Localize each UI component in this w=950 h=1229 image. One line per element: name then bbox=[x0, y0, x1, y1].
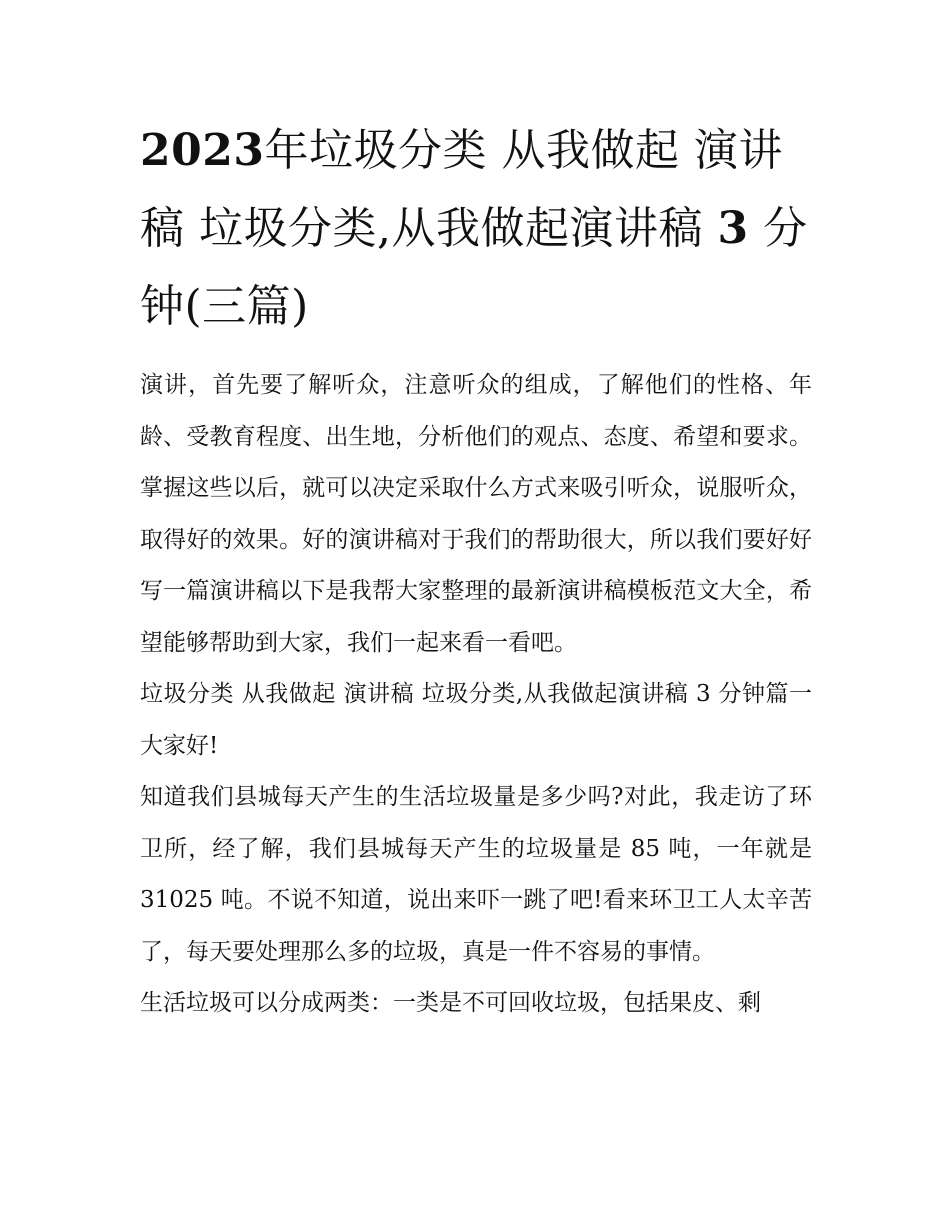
body-paragraph: 生活垃圾可以分成两类：一类是不可回收垃圾，包括果皮、剩 bbox=[140, 990, 761, 1016]
document-page bbox=[140, 112, 812, 1030]
title-middle: 年垃圾分类 从我做起 演讲稿 垃圾分类,从我做起演讲稿 bbox=[140, 125, 783, 254]
intro-paragraph: 演讲，首先要了解听众，注意听众的组成，了解他们的性格、年龄、受教育程度、出生地，分析他们的观点、态度、希望和要求。掌握这些以后，就可以决定采取什么方式来吸引听众，说服听众，取得好的效果。好的演讲稿对于我们的帮助很大，所以我们要好好写一篇演讲稿以下是我帮大家整理的最新演讲稿模板范文大全，希望能够帮助到大家，我们一起来看一看吧。 bbox=[140, 372, 812, 656]
title-tail: 分钟(三篇) bbox=[140, 203, 808, 332]
section-heading-paragraph: 垃圾分类 从我做起 演讲稿 垃圾分类,从我做起演讲稿 3 分钟篇一 大家好! bbox=[140, 681, 812, 759]
title-number: 3 bbox=[717, 203, 749, 254]
title-year: 2023 bbox=[140, 125, 265, 176]
document-title bbox=[140, 112, 812, 346]
body-paragraph: 知道我们县城每天产生的生活垃圾量是多少吗?对此，我走访了环卫所，经了解，我们县城每天产生的垃圾量是 85 吨，一年就是 31025 吨。不说不知道，说出来吓一跳了吧!看来环卫工人太辛苦了，每天要处理那么多的垃圾，真是一件不容易的事情。 bbox=[140, 784, 812, 965]
